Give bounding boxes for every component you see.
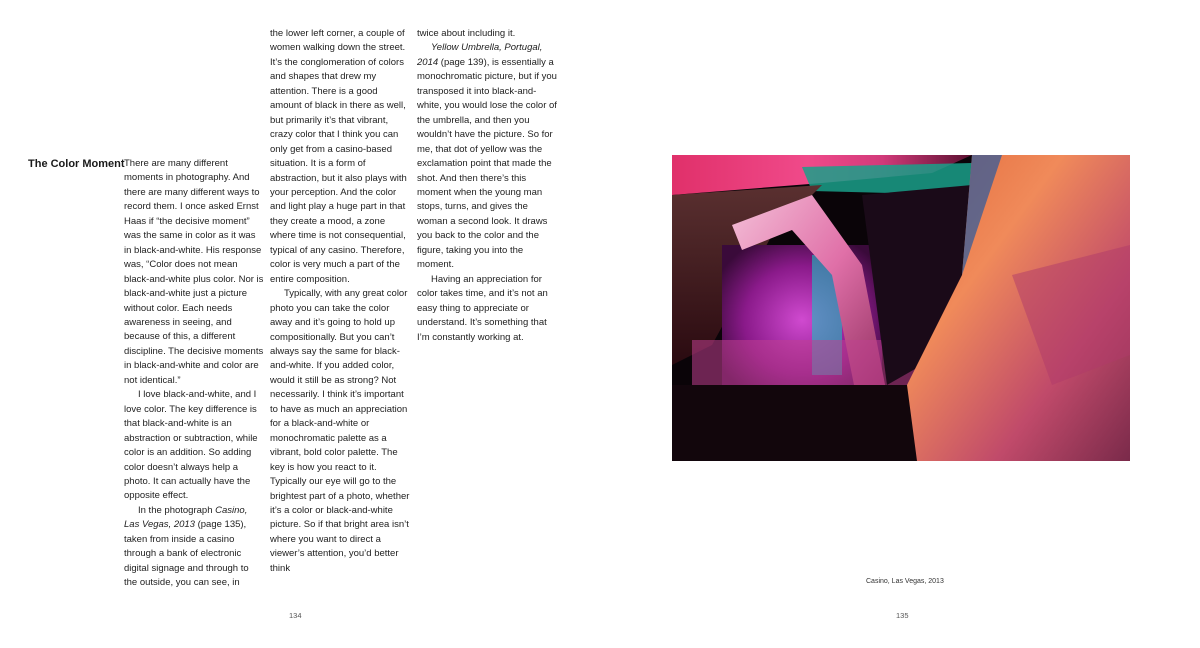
text-column-1	[124, 157, 264, 591]
text-column-2	[270, 27, 410, 576]
photo-title-reference: Yellow Umbrella, Portugal, 2014	[417, 42, 543, 68]
right-page	[600, 0, 1200, 648]
paragraph: There are many different moments in photography. And there are many different ways to record them. I once asked Ernst Haas if “the decisive moment” was the same in color as it was in black-and-white. His response was, “Color does not mean black-and-white plus color. Nor is black-and-white just a picture without color. Each needs awareness in seeing, and because of this, a different discipline. The decisive moments in black-and-white and color are not identical.”	[124, 158, 264, 386]
text-column-3	[417, 27, 557, 345]
photo-caption: Casino, Las Vegas, 2013	[866, 578, 944, 585]
page-number: 135	[896, 611, 909, 620]
section-heading: The Color Moment	[28, 158, 125, 170]
paragraph: the lower left corner, a couple of women walking down the street. It’s the conglomeration of colors and shapes that drew my attention. There is a good amount of black in there as well, but primarily it’s that vibrant, crazy color that I think you can only get from a casino-based situation. It is a form of abstraction, but it also plays with your perception. And the color and light play a huge part in that they create a mood, a zone where time is not consequential, typical of any casino. Therefore, color is very much a part of the entire composition.	[270, 28, 407, 285]
page-number: 134	[289, 611, 302, 620]
photo-title-reference: Casino, Las Vegas, 2013	[124, 504, 248, 531]
paragraph-text: (page 135), taken from inside a casino through a bank of electronic digital signage and through to the outside, you can see, in	[124, 519, 249, 589]
paragraph: Having an appreciation for color takes time, and it’s not an easy thing to appreciate or understand. It’s something that I’m constantly working at.	[417, 273, 548, 343]
paragraph: I love black-and-white, and I love color. The key difference is that black-and-white is an abstraction or subtraction, while color is an addition. So adding color doesn’t always help a photo. It can actually have the opposite effect.	[124, 389, 258, 502]
paragraph: Typically, with any great color photo you can take the color away and it’s going to hold up compositionally. But you can’t always say the same for black-and-white. If you added color, would it still be as strong? Not necessarily. I think it’s important to have as much an appreciation for a black-and-white or monochromatic palette as a vibrant, bold color palette. The key is how you react to it. Typically our eye will go to the brightest part of a photo, whether it’s a color or black-and-white picture. So if that bright area isn’t where you want to direct a viewer’s attention, you’d better think	[270, 288, 410, 574]
paragraph: twice about including it.	[417, 28, 516, 39]
casino-photograph	[672, 155, 1130, 461]
paragraph-text: (page 139), is essentially a monochromatic picture, but if you transposed it into black-and-white, you would lose the color of the umbrella, and then you wouldn’t have the picture. So for me, that dot of yellow was the exclamation point that made the shot. And then there’s this moment when the young man stops, turns, and gives the woman a second look. It draws you back to the color and the figure, taking you into the moment.	[417, 56, 557, 271]
casino-photo-image	[672, 155, 1130, 461]
paragraph	[124, 504, 264, 591]
paragraph	[417, 41, 557, 272]
paragraph-text: In the photograph	[138, 504, 216, 516]
